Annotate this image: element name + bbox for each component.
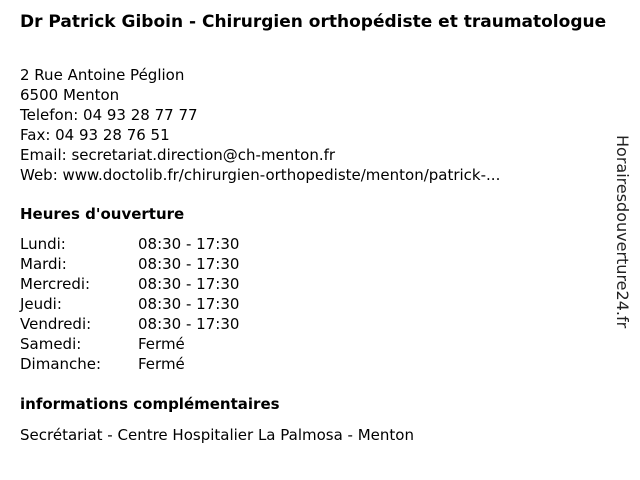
hours-table (20, 234, 239, 374)
hours-value: 08:30 - 17:30 (138, 295, 240, 313)
hours-row-sunday (20, 354, 239, 374)
info-heading: informations complémentaires (20, 395, 280, 413)
fax-number: Fax: 04 93 28 76 51 (20, 126, 170, 144)
site-watermark: Horairesdouverture24.fr (613, 135, 632, 329)
day-label: Lundi: (20, 235, 66, 253)
info-text: Secrétariat - Centre Hospitalier La Palmosa - Menton (20, 426, 414, 444)
hours-row-thursday (20, 294, 239, 314)
hours-value: Fermé (138, 355, 185, 373)
day-label: Mardi: (20, 255, 67, 273)
hours-heading: Heures d'ouverture (20, 205, 185, 223)
hours-value: Fermé (138, 335, 185, 353)
phone-number[interactable]: Telefon: 04 93 28 77 77 (20, 106, 198, 124)
hours-row-saturday (20, 334, 239, 354)
day-label: Mercredi: (20, 275, 91, 293)
city-address: 6500 Menton (20, 86, 120, 104)
day-label: Vendredi: (20, 315, 92, 333)
hours-row-friday (20, 314, 239, 334)
hours-value: 08:30 - 17:30 (138, 255, 240, 273)
email-address[interactable]: Email: secretariat.direction@ch-menton.fr (20, 146, 336, 164)
hours-row-monday (20, 234, 239, 254)
day-label: Jeudi: (20, 295, 62, 313)
page-title: Dr Patrick Giboin - Chirurgien orthopédiste et traumatologue (20, 12, 607, 32)
hours-value: 08:30 - 17:30 (138, 235, 240, 253)
website-link[interactable]: Web: www.doctolib.fr/chirurgien-orthopediste/menton/patrick-... (20, 166, 501, 184)
hours-value: 08:30 - 17:30 (138, 275, 240, 293)
hours-value: 08:30 - 17:30 (138, 315, 240, 333)
contact-block (20, 65, 500, 185)
day-label: Dimanche: (20, 355, 102, 373)
day-label: Samedi: (20, 335, 82, 353)
hours-row-wednesday (20, 274, 239, 294)
street-address: 2 Rue Antoine Péglion (20, 66, 185, 84)
hours-row-tuesday (20, 254, 239, 274)
